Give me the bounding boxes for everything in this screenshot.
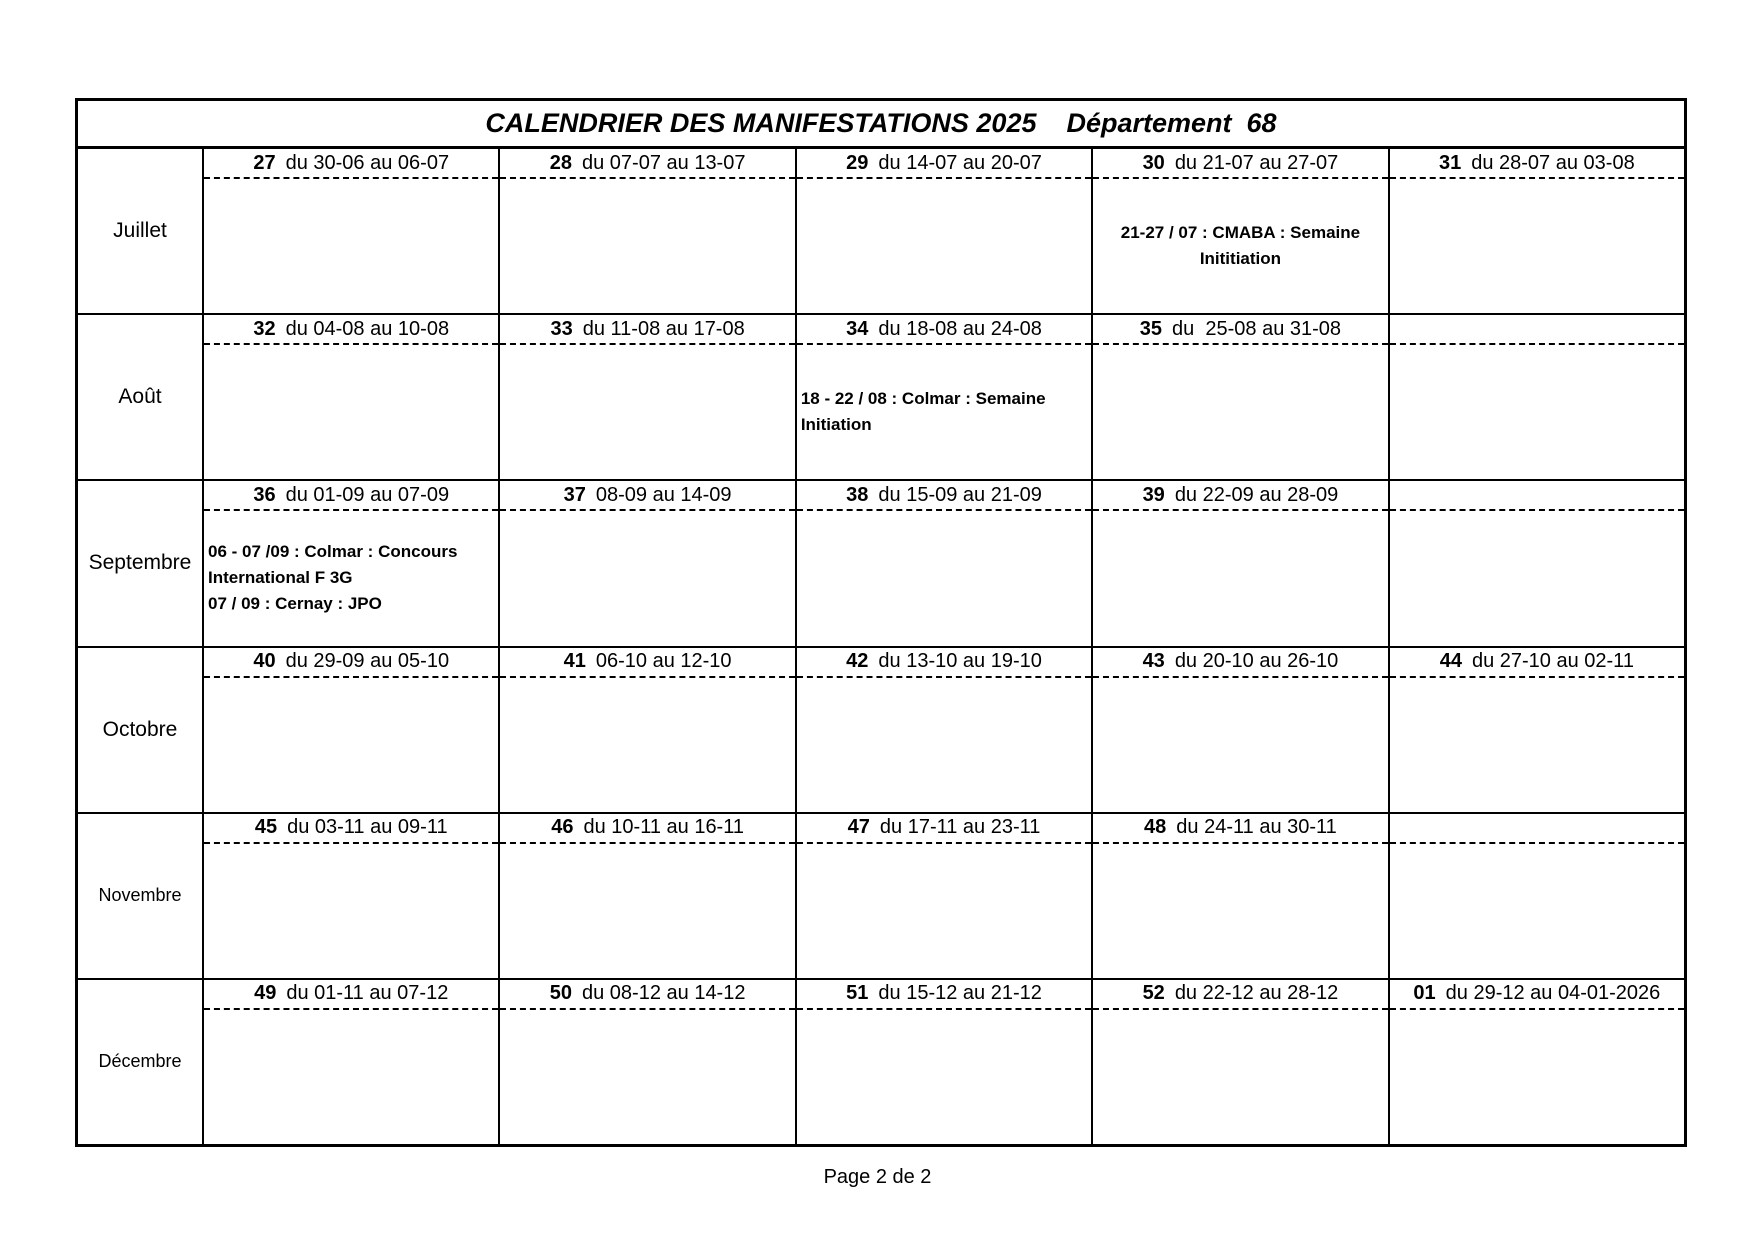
month-row [78, 814, 1684, 980]
week-events [797, 511, 1091, 645]
week-number: 43 [1142, 650, 1165, 673]
week-cell [204, 149, 500, 313]
week-header [797, 481, 1091, 511]
month-row [78, 648, 1684, 814]
week-date-range: du 30-06 au 06-07 [285, 151, 450, 174]
week-cell [204, 980, 500, 1144]
week-date-range: du 29-12 au 04-01-2026 [1445, 982, 1661, 1005]
week-events [500, 179, 794, 313]
week-cell [1093, 648, 1389, 812]
week-cell [797, 648, 1093, 812]
week-date-range: du 21-07 au 27-07 [1174, 151, 1339, 174]
week-date-range: du 25-08 au 31-08 [1172, 317, 1342, 340]
week-number: 51 [846, 982, 869, 1005]
week-cell [500, 980, 796, 1144]
week-events [1390, 345, 1684, 479]
week-cell [1390, 980, 1684, 1144]
week-date-range: du 28-07 au 03-08 [1471, 151, 1635, 174]
week-number: 45 [254, 816, 278, 839]
week-header [1390, 980, 1684, 1010]
week-date-range: du 10-11 au 16-11 [583, 816, 744, 839]
week-header [1390, 149, 1684, 179]
week-events [1093, 678, 1387, 812]
week-header [1390, 648, 1684, 678]
week-events [1093, 844, 1387, 978]
week-cell [1093, 315, 1389, 479]
week-date-range: 08-09 au 14-09 [595, 483, 732, 506]
week-cell [204, 648, 500, 812]
department-label: Département 68 [1066, 108, 1277, 138]
week-header [204, 315, 498, 345]
week-cell [1093, 814, 1389, 978]
month-label: Novembre [78, 814, 204, 978]
week-cell [500, 149, 796, 313]
week-cell [797, 481, 1093, 645]
week-date-range: du 27-10 au 02-11 [1471, 650, 1634, 673]
week-number: 34 [846, 317, 869, 340]
week-date-range: du 17-11 au 23-11 [879, 816, 1041, 839]
month-row [78, 481, 1684, 647]
week-cell [797, 315, 1093, 479]
week-events [797, 179, 1091, 313]
calendar-table [75, 98, 1687, 1147]
week-number: 33 [550, 317, 573, 340]
month-label: Juillet [78, 149, 204, 313]
month-label: Septembre [78, 481, 204, 645]
week-events [797, 844, 1091, 978]
week-events [797, 678, 1091, 812]
calendar-title-bar [78, 101, 1684, 149]
week-date-range: du 15-12 au 21-12 [878, 982, 1042, 1005]
week-cell [797, 149, 1093, 313]
week-header [500, 980, 794, 1010]
week-number: 39 [1142, 483, 1165, 506]
week-date-range: du 18-08 au 24-08 [878, 317, 1042, 340]
event-line: Initiation [800, 415, 872, 435]
week-number: 50 [549, 982, 572, 1005]
week-number: 41 [563, 650, 586, 673]
week-header [500, 814, 794, 844]
week-number: 40 [253, 650, 276, 673]
week-number: 35 [1139, 317, 1163, 340]
week-events [797, 345, 1091, 479]
week-header [1390, 481, 1684, 511]
week-header [204, 814, 498, 844]
event-line: International F 3G [208, 568, 353, 588]
week-events [1093, 179, 1387, 313]
week-cell [797, 814, 1093, 978]
week-header [1093, 149, 1387, 179]
week-header [1093, 814, 1387, 844]
month-label: Décembre [78, 980, 204, 1144]
week-cell [500, 814, 796, 978]
week-number: 46 [551, 816, 574, 839]
week-header [1093, 980, 1387, 1010]
week-header [797, 149, 1091, 179]
week-header [204, 648, 498, 678]
week-header [1093, 648, 1387, 678]
event-line: Inititiation [1199, 249, 1282, 269]
week-events [1390, 511, 1684, 645]
month-row [78, 149, 1684, 315]
week-date-range: du 22-09 au 28-09 [1174, 483, 1339, 506]
event-line: 18 - 22 / 08 : Colmar : Semaine [800, 389, 1046, 409]
week-header [500, 315, 794, 345]
week-events [204, 179, 498, 313]
week-header [1390, 814, 1684, 844]
week-events [500, 678, 794, 812]
week-events [204, 345, 498, 479]
week-events [500, 1010, 794, 1144]
week-events [500, 345, 794, 479]
week-cell [1093, 149, 1389, 313]
week-header [1093, 315, 1387, 345]
week-events [1390, 1010, 1684, 1144]
week-date-range: du 08-12 au 14-12 [582, 982, 746, 1005]
week-date-range: du 13-10 au 19-10 [878, 650, 1042, 673]
event-line: 21-27 / 07 : CMABA : Semaine [1120, 223, 1361, 243]
week-header [204, 980, 498, 1010]
calendar-title: CALENDRIER DES MANIFESTATIONS 2025 [485, 108, 1037, 138]
week-header [797, 315, 1091, 345]
week-cell [204, 814, 500, 978]
week-events [1390, 844, 1684, 978]
week-date-range: du 04-08 au 10-08 [285, 317, 450, 340]
page-number: Page 2 de 2 [823, 1166, 932, 1188]
week-events [1390, 179, 1684, 313]
week-number: 47 [847, 816, 870, 839]
week-date-range: du 03-11 au 09-11 [287, 816, 448, 839]
week-number: 01 [1413, 982, 1436, 1005]
week-number: 36 [253, 483, 276, 506]
week-events [500, 844, 794, 978]
week-number: 29 [846, 151, 869, 174]
week-number: 42 [846, 650, 869, 673]
week-header [500, 149, 794, 179]
week-number: 49 [254, 982, 277, 1005]
week-date-range: du 24-11 au 30-11 [1176, 816, 1337, 839]
week-header [1093, 481, 1387, 511]
month-label: Août [78, 315, 204, 479]
week-events [1390, 678, 1684, 812]
week-number: 31 [1438, 151, 1462, 174]
week-events [797, 1010, 1091, 1144]
week-date-range: du 22-12 au 28-12 [1174, 982, 1339, 1005]
week-header [1390, 315, 1684, 345]
week-header [500, 648, 794, 678]
week-header [797, 648, 1091, 678]
week-cell [1093, 980, 1389, 1144]
week-events [1093, 1010, 1387, 1144]
week-number: 30 [1142, 151, 1165, 174]
week-cell [1390, 149, 1684, 313]
week-header [500, 481, 794, 511]
week-events [1093, 511, 1387, 645]
month-row [78, 980, 1684, 1144]
week-date-range: du 15-09 au 21-09 [878, 483, 1042, 506]
week-events [500, 511, 794, 645]
week-number: 48 [1144, 816, 1167, 839]
week-events [204, 511, 498, 645]
week-date-range: 06-10 au 12-10 [595, 650, 732, 673]
week-date-range: du 01-11 au 07-12 [286, 982, 449, 1005]
week-date-range: du 14-07 au 20-07 [878, 151, 1042, 174]
week-header [797, 814, 1091, 844]
week-number: 44 [1439, 650, 1462, 673]
week-header [204, 481, 498, 511]
week-cell [500, 315, 796, 479]
week-cell [1390, 315, 1684, 479]
week-header [797, 980, 1091, 1010]
week-number: 27 [253, 151, 276, 174]
week-events [204, 678, 498, 812]
month-rows [78, 149, 1684, 1144]
week-cell [500, 481, 796, 645]
week-number: 32 [253, 317, 276, 340]
week-cell [797, 980, 1093, 1144]
week-cell [1390, 814, 1684, 978]
month-label: Octobre [78, 648, 204, 812]
week-cell [1390, 648, 1684, 812]
week-number: 52 [1142, 982, 1165, 1005]
week-cell [204, 481, 500, 645]
week-cell [204, 315, 500, 479]
week-date-range: du 29-09 au 05-10 [285, 650, 450, 673]
week-cell [500, 648, 796, 812]
week-events [1093, 345, 1387, 479]
month-row [78, 315, 1684, 481]
week-number: 28 [549, 151, 572, 174]
week-cell [1093, 481, 1389, 645]
week-events [204, 844, 498, 978]
week-date-range: du 20-10 au 26-10 [1174, 650, 1339, 673]
event-line: 06 - 07 /09 : Colmar : Concours [208, 542, 458, 562]
week-date-range: du 01-09 au 07-09 [285, 483, 450, 506]
week-date-range: du 11-08 au 17-08 [582, 317, 745, 340]
week-number: 38 [846, 483, 869, 506]
week-number: 37 [563, 483, 586, 506]
event-line: 07 / 09 : Cernay : JPO [208, 594, 382, 614]
week-date-range: du 07-07 au 13-07 [582, 151, 746, 174]
week-header [204, 149, 498, 179]
week-cell [1390, 481, 1684, 645]
week-events [204, 1010, 498, 1144]
